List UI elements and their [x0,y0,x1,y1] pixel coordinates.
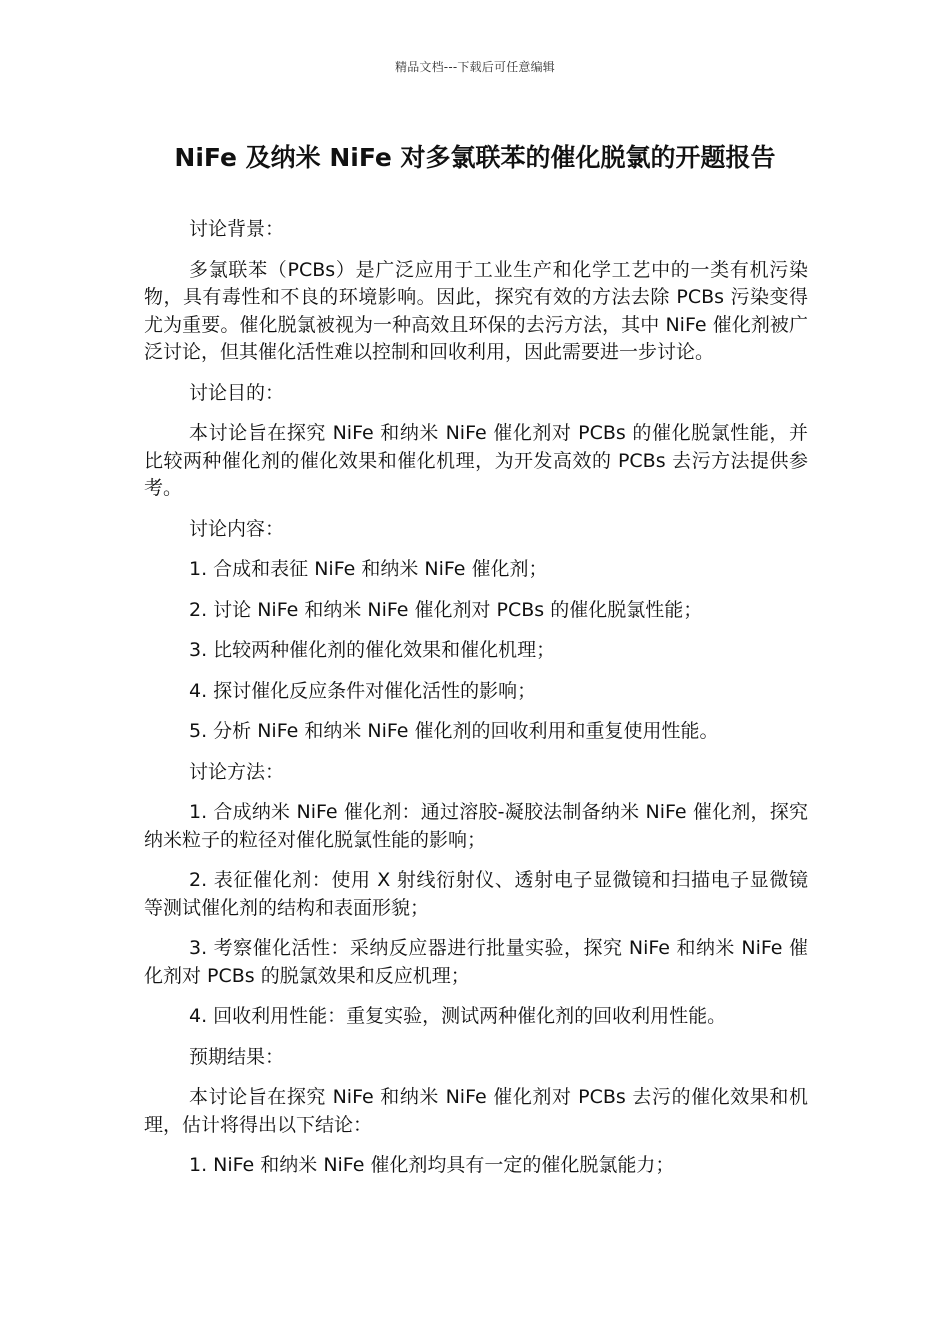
purpose-paragraph: 本讨论旨在探究 NiFe 和纳米 NiFe 催化剂对 PCBs 的催化脱氯性能，并比较两种催化剂的催化效果和催化机理，为开发高效的 PCBs 去污方法提供参考。 [144,422,808,499]
header-note: 精品文档---下载后可任意编辑 [395,60,555,74]
document-body [144,216,808,1193]
expected-result-item-1: 1. NiFe 和纳米 NiFe 催化剂均具有一定的催化脱氯能力； [189,1154,675,1176]
method-item-2: 2. 表征催化剂：使用 X 射线衍射仪、透射电子显微镜和扫描电子显微镜等测试催化剂的结构和表面形貌； [144,869,808,919]
method-item-1: 1. 合成纳米 NiFe 催化剂：通过溶胶-凝胶法制备纳米 NiFe 催化剂，探究纳米粒子的粒径对催化脱氯性能的影响； [144,801,808,851]
expected-results-paragraph: 本讨论旨在探究 NiFe 和纳米 NiFe 催化剂对 PCBs 去污的催化效果和机理，估计将得出以下结论： [144,1086,808,1136]
document-title: NiFe 及纳米 NiFe 对多氯联苯的催化脱氯的开题报告 [174,143,776,172]
background-paragraph: 多氯联苯（PCBs）是广泛应用于工业生产和化学工艺中的一类有机污染物，具有毒性和不良的环境影响。因此，探究有效的方法去除 PCBs 污染变得尤为重要。催化脱氯被视为一种高效且环保的去污方法，其中 NiFe 催化剂被广泛讨论，但其催化活性难以控制和回收利用，因此需要进一步讨论。 [144,258,808,363]
section-heading-methods: 讨论方法： [189,760,285,783]
content-item-4: 4. 探讨催化反应条件对催化活性的影响； [189,679,537,702]
section-heading-content: 讨论内容： [189,517,285,540]
content-item-2: 2. 讨论 NiFe 和纳米 NiFe 催化剂对 PCBs 的催化脱氯性能； [189,598,703,621]
section-heading-expected-results: 预期结果： [189,1045,285,1068]
section-heading-purpose: 讨论目的： [189,381,285,404]
method-item-4: 4. 回收利用性能：重复实验，测试两种催化剂的回收利用性能。 [189,1005,727,1027]
section-heading-background: 讨论背景： [189,218,285,240]
method-item-3: 3. 考察催化活性：采纳反应器进行批量实验，探究 NiFe 和纳米 NiFe 催化剂对 PCBs 的脱氯效果和反应机理； [144,937,808,987]
content-item-3: 3. 比较两种催化剂的催化效果和催化机理； [189,639,556,661]
content-item-5: 5. 分析 NiFe 和纳米 NiFe 催化剂的回收利用和重复使用性能。 [189,720,719,742]
content-item-1: 1. 合成和表征 NiFe 和纳米 NiFe 催化剂； [189,558,548,580]
